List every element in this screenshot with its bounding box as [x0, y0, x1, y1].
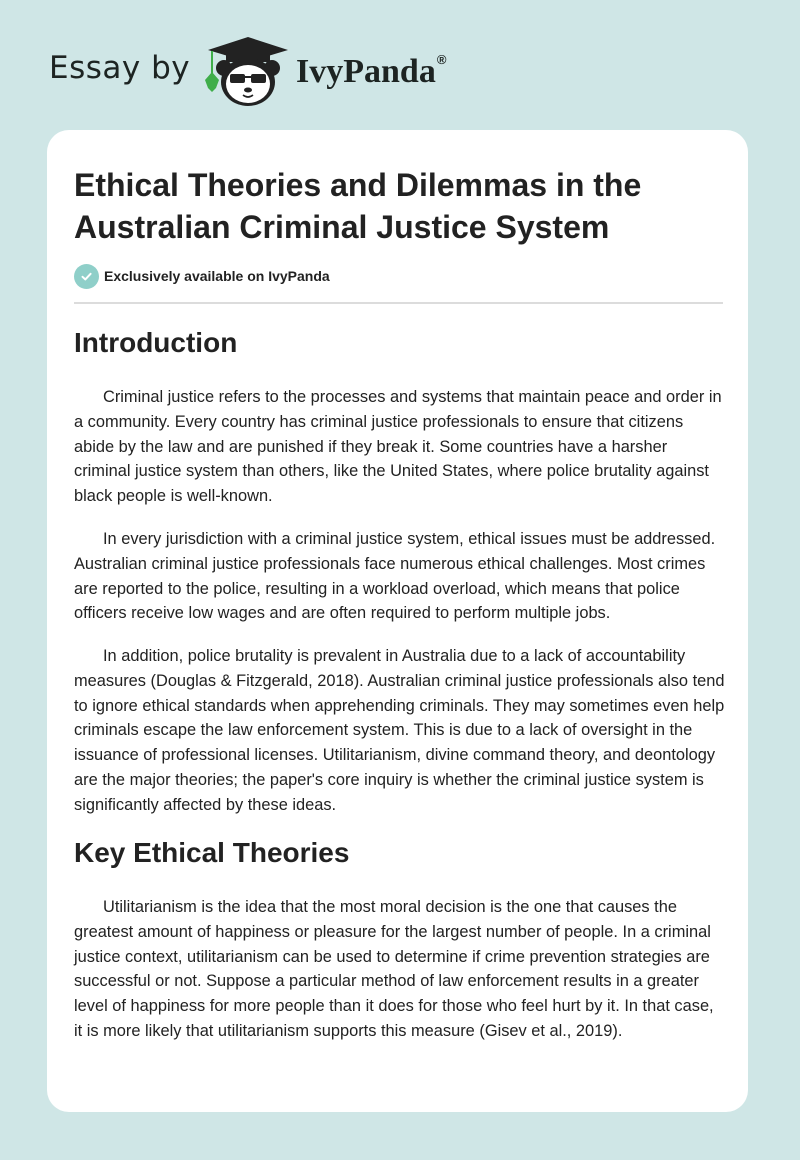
essay-card	[47, 130, 748, 1112]
paragraph: In addition, police brutality is prevalent in Australia due to a lack of accountability measures (Douglas & Fitzgerald, 2018). Australian criminal justice professionals also tend to ignore ethical standards when apprehending criminals. They may sometimes even help criminals escape the law enforcement system. This is due to a lack of oversight in the issuance of professional licenses. Utilitarianism, divine command theory, and deontology are the major theories; the paper's core inquiry is whether the criminal justice system is significantly affected by these ideas.	[74, 647, 725, 814]
paragraph: In every jurisdiction with a criminal justice system, ethical issues must be addressed. Australian criminal justice professionals face numerous ethical challenges. Most crimes are reported to the police, resulting in a workload overload, which means that police officers receive low wages and are often required to perform multiple jobs.	[74, 530, 716, 623]
brand-text: IvyPanda	[296, 53, 436, 90]
panda-graduation-cap-icon[interactable]	[202, 36, 292, 108]
site-header	[0, 0, 800, 130]
badge-label: Exclusively available on IvyPanda	[104, 268, 330, 284]
check-circle-icon	[74, 264, 99, 289]
essay-by-label: Essay by	[49, 50, 191, 86]
exclusive-badge	[74, 263, 330, 289]
divider	[74, 302, 723, 304]
section-heading-introduction: Introduction	[74, 327, 238, 358]
paragraph: Criminal justice refers to the processes and systems that maintain peace and order in a community. Every country has criminal justice professionals to ensure that citizens abide by the law and are punished if they break it. Some countries have a harsher criminal justice system than others, like the United States, where police brutality against black people is well-known.	[74, 388, 722, 506]
brand-name[interactable]	[296, 52, 446, 91]
section-heading-key-ethical-theories: Key Ethical Theories	[74, 837, 350, 868]
registered-mark: ®	[436, 52, 447, 67]
paragraph: Utilitarianism is the idea that the most moral decision is the one that causes the greatest amount of happiness or pleasure for the largest number of people. In a criminal justice context, utilitarianism can be used to determine if crime prevention strategies are successful or not. Suppose a particular method of law enforcement results in a greater level of happiness for more people than it does for those who feel hurt by it. In that case, it is more likely that utilitarianism supports this measure (Gisev et al., 2019).	[74, 898, 714, 1040]
page-title: Ethical Theories and Dilemmas in the Australian Criminal Justice System	[74, 167, 642, 245]
